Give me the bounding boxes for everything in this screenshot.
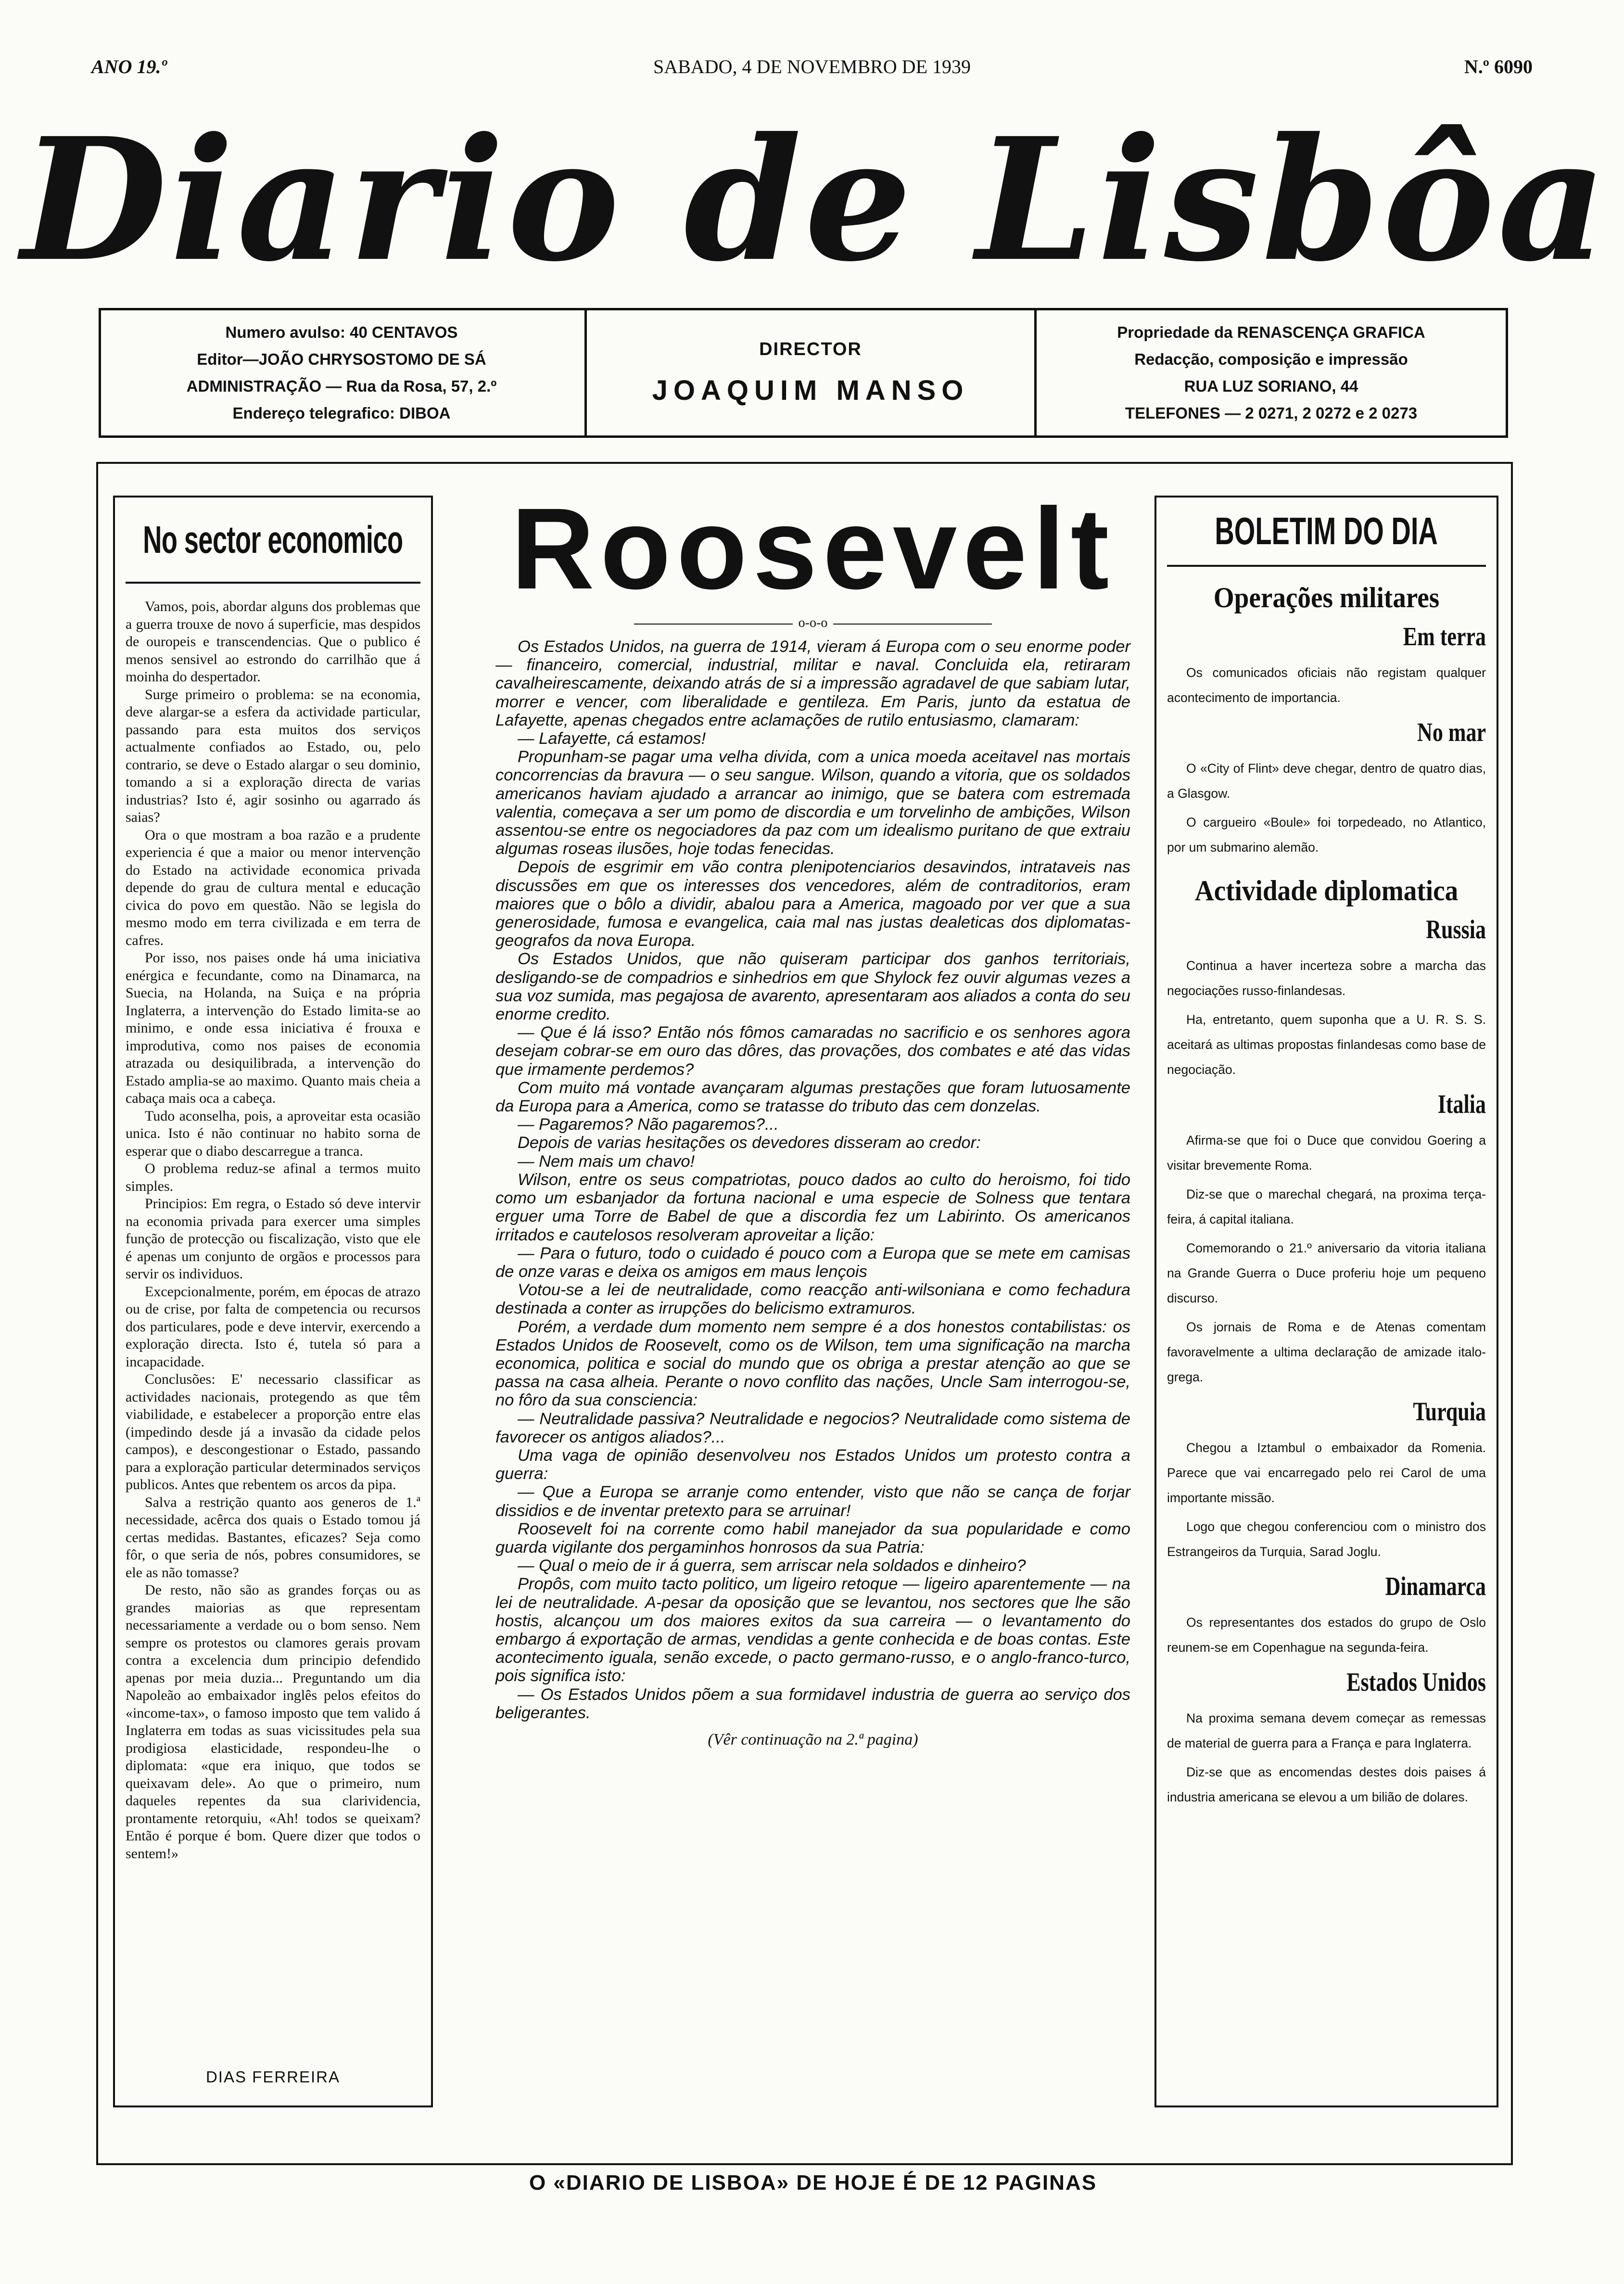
article-body [495,638,1130,1722]
subsection-heading: No mar [1417,717,1486,747]
bulletin-item: Ha, entretanto, quem suponha que a U. R. S. S. aceitará as ultimas propostas finlandesas como base de negociação. [1167,1012,1486,1077]
subsection-heading: Em terra [1403,622,1486,651]
headline: Roosevelt [511,484,1115,613]
section-heading: Actividade diplomatica [1194,875,1459,906]
column-header [1167,498,1486,567]
bulletin-item: Os comunicados oficiais não registam qualquer acontecimento de importancia. [1167,665,1486,705]
daily-bulletin-column [1155,496,1498,2107]
article-body [126,598,420,1863]
paragraph: Propôs, com muito tacto politico, um ligeiro retoque — ligeiro aparentemente — na lei de neutralidade. A-pesar da oposição que se levantou, nos sectores que lhe são hostis, alcançou um dos maiores exitos da sua carreira — o levantamento do embargo á exportação de armas, vendidas a gente conhecida e de boas contas. Este acontecimento iguala, senão excede, o pacto germano-russo, e o anglo-franco-turco, pois significa isto: [495,1575,1130,1685]
paragraph: Salva a restrição quanto aos generos de 1.ª necessidade, acêrca dos quais o Estado tomou já certas medidas. Bastantes, eficazes? Seja como fôr, o que seria de nós, pobres consumidores, se ele as não tomasse? [126,1494,420,1581]
column-title: No sector economico [143,518,403,561]
continuation-note: (Vêr continuação na 2.ª pagina) [708,1730,918,1748]
paragraph: — Neutralidade passiva? Neutralidade e negocios? Neutralidade como sistema de favorecer os antigos aliados?... [495,1409,1130,1446]
masthead-title: Diario de Lisbôa [21,101,1610,299]
bulletin-item: Afirma-se que foi o Duce que convidou Goering a visitar brevemente Roma. [1167,1133,1486,1173]
paragraph: — Nem mais um chavo! [518,1152,695,1171]
subsection-heading: Turquia [1413,1397,1486,1426]
paragraph: — Lafayette, cá estamos! [518,729,706,748]
date-line [91,55,1533,84]
author-signature: DIAS FERREIRA [205,2068,341,2086]
column-title: BOLETIM DO DIA [1215,510,1438,552]
bulletin-item: Diz-se que as encomendas destes dois paises á industria americana se elevou a um bilião de dolares. [1167,1765,1486,1804]
paragraph: Depois de varias hesitações os devedores disseram ao credor: [518,1134,981,1152]
paragraph: Votou-se a lei de neutralidade, como reacção anti-wilsoniana e como fechadura destinada a conter as irrupções do belicismo extramuros. [495,1281,1130,1318]
info-line: Numero avulso: 40 CENTAVOS [225,323,458,341]
paragraph: Com muito má vontade avançaram algumas prestações que foram lutuosamente da Europa para a America, como se tratasse do tributo das cem donzelas. [495,1078,1130,1116]
issue-number: N.º 6090 [1464,56,1533,77]
paragraph: Propunham-se pagar uma velha divida, com a unica moeda aceitavel nas mortais concorrencias da bravura — o seu sangue. Wilson, quando a vitoria, que os soldados americanos haviam ajudado a arrancar ao inimigo, que se batera com estremada valentia, começava a ser um pomo de discordia e um torvelinho de ambições, Wilson assentou-se entre os negociadores da paz com um idealismo puritano de que extraiu algumas roseas ilusões, hoje todas fenecidas. [495,748,1130,858]
paragraph: De resto, não são as grandes forças ou as grandes maiorias as que representam necessariamente a verdade ou o bom senso. Nem sempre os protestos ou clamores gerais provam contra a excelencia dum principio defendido apenas por meia duzia... Preguntando um dia Napoleão ao embaixador inglês pelos efeitos do «income-tax», o famoso imposto que tem valido á Inglaterra em todas as suas vicissitudes pela sua prodigiosa elasticidade, respondeu-lhe o diplomata: «que era iniquo, que todos se queixavam dele». Ao que o primeiro, num daqueles repentes da sua clarividencia, prontamente retorquiu, «Ah! todos se queixam? Então é porque é bom. Quere dizer que todos o sentem!» [126,1582,420,1862]
info-line: Redacção, composição e impressão [1134,350,1408,368]
info-line: TELEFONES — 2 0271, 2 0272 e 2 0273 [1125,404,1418,422]
masthead [21,101,1610,299]
info-line: Endereço telegrafico: DIBOA [232,404,451,422]
paragraph: Uma vaga de opinião desenvolveu nos Estados Unidos um protesto contra a guerra: [495,1446,1130,1483]
paragraph: — Para o futuro, todo o cuidado é pouco com a Europa que se mete em camisas de onze varas e deixa os amigos em maus lençois [495,1244,1130,1281]
bulletin-item: Na proxima semana devem começar as remessas de material de guerra para a França e para Inglaterra. [1167,1711,1486,1750]
info-line: Propriedade da RENASCENÇA GRAFICA [1117,323,1425,341]
paragraph: Por isso, nos paises onde há uma iniciativa enérgica e fecundante, como na Dinamarca, na Suecia, na Holanda, na Suiça e na própria Inglaterra, a intervenção do Estado limita-se ao minimo, e onde essa iniciativa é frouxa e improdutiva, como nos paises de economia atrazada ou desiquilibrada, a intervenção do Estado amplia-se ao maximo. Quanto mais cheia a cabaça mais oca a cabeça. [126,950,420,1106]
separator [495,609,1130,638]
column-header [126,498,420,584]
director-name: JOAQUIM MANSO [652,375,969,406]
economic-sector-column [113,496,433,2107]
paragraph: Os Estados Unidos, na guerra de 1914, vieram á Europa com o seu enorme poder — financeiro, comercial, industrial, militar e naval. Concluida ela, retiraram cavalheirescamente, deixando atrás de si a impressão agradavel de que sabiam lutar, morrer e vencer, com liberalidade e gentileza. Em Paris, junto da estatua de Lafayette, apenas chegados entre aclamações de rutilo entusiasmo, clamaram: [495,638,1130,729]
bulletin-item: Chegou a Iztambul o embaixador da Romenia. Parece que vai encarregado pelo rei Carol de uma importante missão. [1167,1441,1486,1505]
paragraph: Vamos, pois, abordar alguns dos problemas que a guerra trouxe de novo á superficie, mas despidos de ouropeis e transcendencias. Que o publico é menos sensivel ao estrondo do carrilhão que á moinha do despertador. [126,599,420,685]
main-article [495,484,1130,2105]
paragraph: Ora o que mostram a boa razão e a prudente experiencia é que a maior ou menor intervenção do Estado na actividade economica privada depende do grau de cultura mental e educação civica do povo em questão. Não se legisla do mesmo modo em terra civilizada e em terra de cafres. [126,827,420,948]
paragraph: — Os Estados Unidos põem a sua formidavel industria de guerra ao serviço dos beligerantes. [495,1685,1130,1722]
section-heading: Operações militares [1213,582,1440,613]
bulletin-item: Comemorando o 21.º aniversario da vitoria italiana na Grande Guerra o Duce proferiu hoje um pequeno discurso. [1167,1241,1486,1305]
page-count-notice: O «DIARIO DE LISBOA» DE HOJE É DE 12 PAGINAS [529,2171,1097,2195]
paragraph: — Pagaremos? Não pagaremos?... [518,1115,779,1134]
info-director [584,310,1037,435]
bulletin-item: Continua a haver incerteza sobre a marcha das negociações russo-finlandesas. [1167,958,1486,998]
bulletin-item: Os jornais de Roma e de Atenas comentam favoravelmente a ultima declaração de amizade italo-grega. [1167,1320,1486,1384]
bulletin-item: O cargueiro «Boule» foi torpedeado, no Atlantico, por um submarino alemão. [1167,815,1486,855]
paragraph: O problema reduz-se afinal a termos muito simples. [126,1161,420,1194]
info-bar [99,308,1508,438]
year-label: ANO 19.º [91,56,167,77]
paragraph: Depois de esgrimir em vão contra plenipotenciarios desavindos, intrataveis nas discussões em que os interesses dos vencedores, além de contraditorios, eram maiores que o bôlo a dividir, abalou para a America, magoado por ver que a sua generosidade, fumosa e evangelica, caia mal nas justas dealeticas dos diplomatas-geografos da nova Europa. [495,858,1130,950]
director-label: DIRECTOR [759,339,862,359]
paragraph: Os Estados Unidos, que não quiseram participar dos ganhos territoriais, desligando-se de compadrios e sinhedrios em que Shylock fez ouvir algumas vezes a sua voz sumida, mas pegajosa de avarento, apresentaram aos aliados a conta do seu enorme credito. [495,950,1130,1024]
info-right [1034,310,1508,435]
bulletin-item: Diz-se que o marechal chegará, na proxima terça-feira, á capital italiana. [1167,1187,1486,1226]
paragraph: Surge primeiro o problema: se na economia, deve alargar-se a esfera da actividade particular, passando para esta muitos dos serviços actualmente confiados ao Estado, ou, pelo contrario, se deve o Estado alargar o seu dominio, tomando a si a exploração directa de varias industrias? Isto é, agir sosinho ou agarrado ás saias? [126,686,420,825]
paragraph: Roosevelt foi na corrente como habil manejador da sua popularidade e como guarda vigilante dos pergaminhos honrosos da sua Patria: [495,1519,1130,1557]
subsection-heading: Estados Unidos [1346,1667,1486,1697]
date-label: SABADO, 4 DE NOVEMBRO DE 1939 [653,56,971,77]
paragraph: — Que é lá isso? Então nós fômos camaradas no sacrificio e os senhores agora desejam cobrar-se em ouro das dôres, das provações, dos combates e até das vidas que irmamente perdemos? [495,1023,1130,1079]
paragraph: Porém, a verdade dum momento nem sempre é a dos honestos contabilistas: os Estados Unidos de Roosevelt, como os de Wilson, tem uma significação na marcha economica, politica e social do mundo que os obriga a prestar atenção ao que se passa na casa alheia. Perante o novo conflito das nações, Uncle Sam interrogou-se, no fôro da sua consciencia: [495,1317,1130,1410]
bulletin-item: Os representantes dos estados do grupo de Oslo reunem-se em Copenhague na segunda-feira. [1167,1615,1486,1655]
info-left [101,310,582,435]
paragraph: — Qual o meio de ir á guerra, sem arriscar nela soldados e dinheiro? [518,1557,1026,1575]
paragraph: Wilson, entre os seus compatriotas, pouco dados ao culto do heroismo, foi tido como um esbanjador da fortuna nacional e uma especie de Solness que tentara erguer uma Torre de Babel de que a discordia fez um Labirinto. Os americanos irritados e cautelosos resolveram aproveitar a lição: [495,1170,1130,1244]
info-line: ADMINISTRAÇÃO — Rua da Rosa, 57, 2.º [186,377,497,395]
info-line: Editor—JOÃO CHRYSOSTOMO DE SÁ [197,350,486,368]
paragraph: Principios: Em regra, o Estado só deve intervir na economia privada para exercer uma simples função de protecção ou fiscalização, visto que ele é apenas um conjunto de orgãos e processos para servir os individuos. [126,1196,420,1282]
separator-mark: o-o-o [798,615,828,630]
bulletin-item: Logo que chegou conferenciou com o ministro dos Estrangeiros da Turquia, Sarad Joglu. [1167,1519,1486,1559]
paragraph: Tudo aconselha, pois, a aproveitar esta ocasião unica. Isto é não continuar no habito sorna de esperar que o diabo descarregue a tranca. [126,1108,420,1159]
subsection-heading: Dinamarca [1385,1571,1486,1601]
info-line: RUA LUZ SORIANO, 44 [1184,377,1358,395]
subsection-heading: Russia [1426,915,1486,944]
bulletin-item: O «City of Flint» deve chegar, dentro de quatro dias, a Glasgow. [1167,761,1486,801]
paragraph: Conclusões: E' necessario classificar as actividades nacionais, protegendo as que têm viabilidade, e estabelecer a proporção entre elas (impedindo desde já a invasão da cidade pelos campos), e descongestionar o Estado, passando para a exploração particular determinados serviços publicos. Antes que rebentem os arcos da pipa. [126,1371,420,1493]
subsection-heading: Italia [1437,1089,1486,1119]
paragraph: Excepcionalmente, porém, em épocas de atrazo ou de crise, por falta de competencia ou recursos dos particulares, pode e deve intervir, exercendo a exploração directa. Isto é, tutela só para a incapacidade. [126,1283,420,1370]
paragraph: — Que a Europa se arranje como entender, visto que não se cança de forjar dissidios e de inventar pretexto para se arruinar! [495,1483,1130,1520]
